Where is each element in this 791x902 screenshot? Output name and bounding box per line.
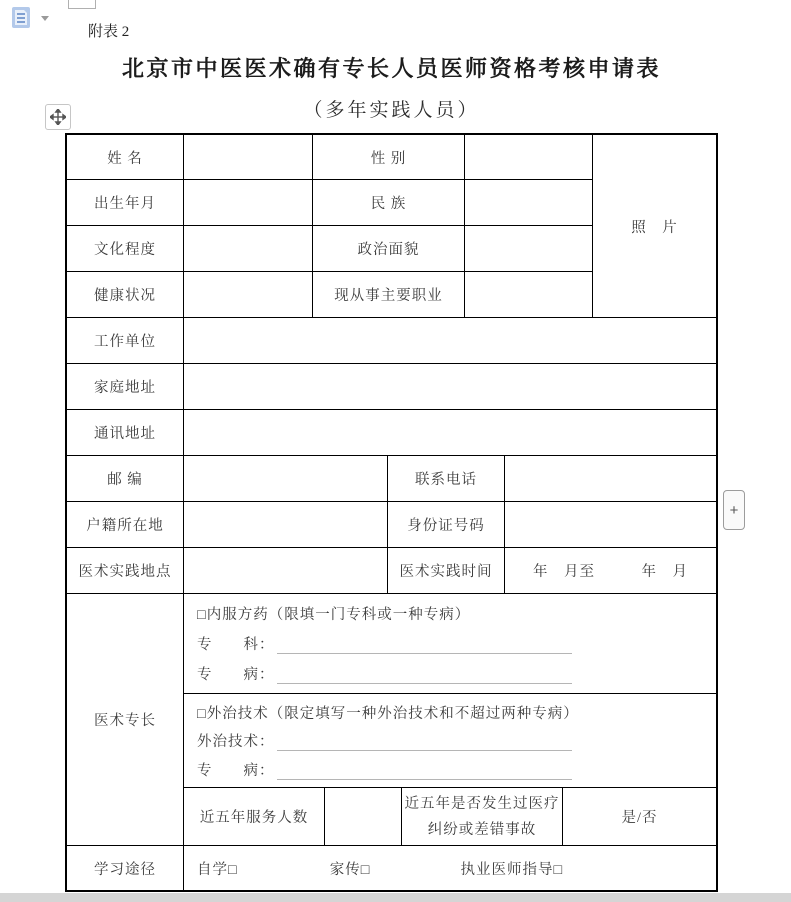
external-disease-blank-line[interactable] bbox=[277, 764, 572, 780]
input-gender[interactable] bbox=[465, 135, 593, 180]
dispute-line-1: 近五年是否发生过医疗 bbox=[404, 795, 560, 812]
external-treatment-section bbox=[184, 694, 716, 788]
input-ethnicity[interactable] bbox=[465, 180, 593, 226]
insert-row-button[interactable]: + bbox=[723, 490, 745, 530]
label-mailing-address: 通讯地址 bbox=[67, 410, 184, 456]
label-home-address: 家庭地址 bbox=[67, 364, 184, 410]
input-postcode[interactable] bbox=[184, 456, 388, 502]
photo-cell: 照 片 bbox=[593, 135, 716, 318]
input-name[interactable] bbox=[184, 135, 313, 180]
option-self-taught-checkbox[interactable]: 自学□ bbox=[197, 861, 238, 878]
internal-disease-blank-line[interactable] bbox=[277, 668, 572, 684]
label-political-status: 政治面貌 bbox=[313, 226, 465, 272]
input-service-count[interactable] bbox=[325, 788, 402, 846]
label-gender: 性 别 bbox=[313, 135, 465, 180]
input-mailing-address[interactable] bbox=[184, 410, 716, 456]
input-home-address[interactable] bbox=[184, 364, 716, 410]
input-occupation[interactable] bbox=[465, 272, 593, 318]
page-bottom-edge bbox=[0, 893, 791, 902]
attachment-label: 附表 2 bbox=[88, 24, 130, 40]
external-tech-label: 外治技术： bbox=[197, 734, 275, 750]
ruler-column-handle bbox=[68, 0, 96, 9]
paste-icon-fold bbox=[23, 9, 28, 14]
label-practice-place: 医术实践地点 bbox=[67, 548, 184, 594]
label-specialty: 医术专长 bbox=[67, 594, 184, 846]
internal-disease-label: 专 病： bbox=[197, 667, 275, 683]
internal-subject-blank-line[interactable] bbox=[277, 638, 572, 654]
paste-icon-line bbox=[17, 21, 25, 23]
label-education: 文化程度 bbox=[67, 226, 184, 272]
learning-options-cell bbox=[184, 846, 716, 890]
input-practice-place[interactable] bbox=[184, 548, 388, 594]
application-form-table bbox=[65, 133, 718, 892]
input-work-unit[interactable] bbox=[184, 318, 716, 364]
label-ethnicity: 民 族 bbox=[313, 180, 465, 226]
input-phone[interactable] bbox=[505, 456, 716, 502]
input-id-number[interactable] bbox=[505, 502, 716, 548]
label-service-count: 近五年服务人数 bbox=[184, 788, 325, 846]
label-phone: 联系电话 bbox=[388, 456, 505, 502]
label-learning-path: 学习途径 bbox=[67, 846, 184, 890]
paste-options-icon[interactable] bbox=[12, 7, 30, 28]
input-birth-date[interactable] bbox=[184, 180, 313, 226]
table-move-handle[interactable] bbox=[45, 104, 71, 130]
dispute-line-2: 纠纷或差错事故 bbox=[427, 821, 537, 838]
label-name: 姓 名 bbox=[67, 135, 184, 180]
internal-medicine-section bbox=[184, 594, 716, 694]
label-practice-time: 医术实践时间 bbox=[388, 548, 505, 594]
option-family-tradition-checkbox[interactable]: 家传□ bbox=[329, 861, 371, 878]
label-dispute bbox=[402, 788, 563, 846]
external-treatment-checkbox[interactable]: □外治技术（限定填写一种外治技术和不超过两种专病） bbox=[197, 705, 579, 722]
input-practice-time[interactable]: 年 月至 年 月 bbox=[505, 548, 716, 594]
label-birth-date: 出生年月 bbox=[67, 180, 184, 226]
external-tech-blank-line[interactable] bbox=[277, 735, 572, 751]
paste-icon-line bbox=[17, 17, 25, 19]
paste-options-dropdown-icon[interactable] bbox=[41, 16, 49, 21]
input-political-status[interactable] bbox=[465, 226, 593, 272]
internal-medicine-checkbox[interactable]: □内服方药（限填一门专科或一种专病） bbox=[197, 607, 471, 623]
option-physician-guided-checkbox[interactable]: 执业医师指导□ bbox=[460, 861, 564, 878]
dispute-yes-no-cell[interactable]: 是/否 bbox=[563, 788, 716, 846]
form-subtitle: （多年实践人员） bbox=[303, 100, 480, 121]
label-household: 户籍所在地 bbox=[67, 502, 184, 548]
label-postcode: 邮 编 bbox=[67, 456, 184, 502]
label-occupation: 现从事主要职业 bbox=[313, 272, 465, 318]
move-icon bbox=[50, 109, 66, 125]
label-work-unit: 工作单位 bbox=[67, 318, 184, 364]
external-disease-label: 专 病： bbox=[197, 762, 275, 779]
label-id-number: 身份证号码 bbox=[388, 502, 505, 548]
input-household[interactable] bbox=[184, 502, 388, 548]
form-title: 北京市中医医术确有专长人员医师资格考核申请表 bbox=[121, 56, 661, 81]
internal-subject-label: 专 科： bbox=[197, 637, 275, 653]
input-education[interactable] bbox=[184, 226, 313, 272]
input-health[interactable] bbox=[184, 272, 313, 318]
label-health: 健康状况 bbox=[67, 272, 184, 318]
